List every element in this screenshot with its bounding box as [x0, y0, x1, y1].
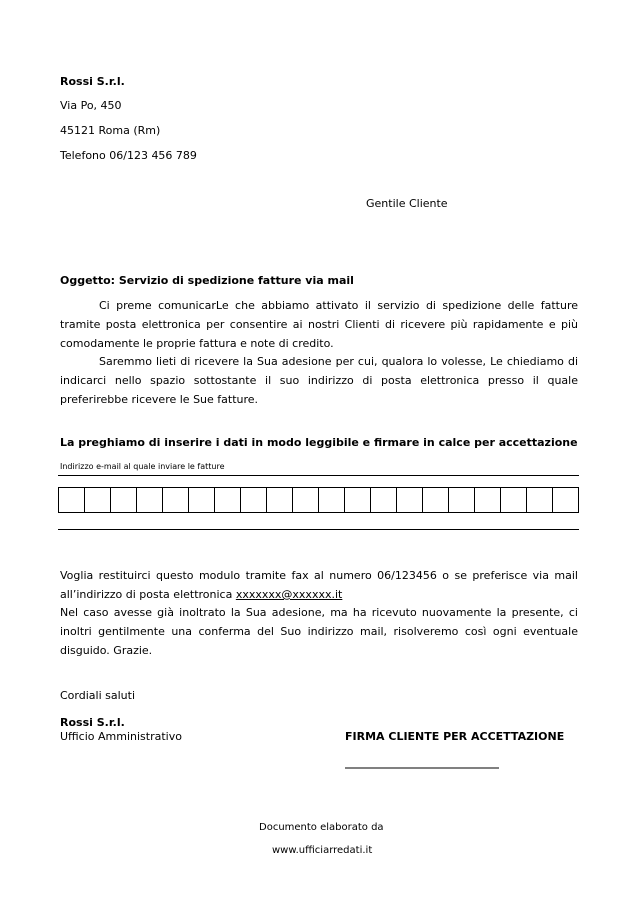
divider-bottom: [58, 529, 579, 530]
signature-label: FIRMA CLIENTE PER ACCETTAZIONE: [345, 730, 565, 743]
email-char-cell[interactable]: [319, 488, 345, 512]
email-char-cell[interactable]: [397, 488, 423, 512]
email-field-label: Indirizzo e-mail al quale inviare le fatture: [60, 462, 225, 471]
email-link[interactable]: xxxxxxx@xxxxxx.it: [235, 588, 343, 601]
footer-credit: Documento elaborato da: [259, 822, 384, 833]
signature-company: Rossi S.r.l.: [60, 716, 125, 729]
email-char-cell[interactable]: [293, 488, 319, 512]
email-char-cell[interactable]: [553, 488, 578, 512]
greeting: Cordiali saluti: [60, 689, 135, 702]
email-char-cell[interactable]: [475, 488, 501, 512]
email-char-cell[interactable]: [137, 488, 163, 512]
email-char-cell[interactable]: [215, 488, 241, 512]
email-char-cell[interactable]: [449, 488, 475, 512]
sender-city: 45121 Roma (Rm): [60, 124, 161, 137]
sender-company: Rossi S.r.l.: [60, 75, 125, 88]
paragraph-3-text: Voglia restituirci questo modulo tramite fax al numero 06/123456 o se preferisce via mail all’indirizzo di posta elettronica: [60, 569, 578, 601]
email-input-grid[interactable]: [58, 487, 579, 513]
paragraph-3: [60, 566, 578, 604]
email-char-cell[interactable]: [111, 488, 137, 512]
divider-top: [58, 475, 579, 476]
email-char-cell[interactable]: [345, 488, 371, 512]
email-char-cell[interactable]: [189, 488, 215, 512]
email-char-cell[interactable]: [501, 488, 527, 512]
email-char-cell[interactable]: [527, 488, 553, 512]
paragraph-4: Nel caso avesse già inoltrato la Sua adesione, ma ha ricevuto nuovamente la presente, ci inoltri gentilmente una conferma del Suo indirizzo mail, risolveremo così ogni eventuale disguido. Grazie.: [60, 606, 578, 657]
email-char-cell[interactable]: [423, 488, 449, 512]
email-char-cell[interactable]: [371, 488, 397, 512]
paragraph-1: Ci preme comunicarLe che abbiamo attivato il servizio di spedizione delle fatture tramite posta elettronica per consentire ai nostri Clienti di ricevere più rapidamente e più comodamente le proprie fattura e note di credito.: [60, 299, 578, 350]
email-char-cell[interactable]: [85, 488, 111, 512]
email-char-cell[interactable]: [163, 488, 189, 512]
subject: Oggetto: Servizio di spedizione fatture via mail: [60, 274, 354, 287]
sender-address: Via Po, 450: [60, 99, 122, 112]
recipient: Gentile Cliente: [366, 197, 448, 210]
signature-office: Ufficio Amministrativo: [60, 730, 182, 743]
form-instruction: La preghiamo di inserire i dati in modo leggibile e firmare in calce per accettazione: [60, 436, 578, 449]
email-char-cell[interactable]: [59, 488, 85, 512]
email-char-cell[interactable]: [267, 488, 293, 512]
signature-line[interactable]: ____________________________: [345, 756, 499, 769]
footer-website[interactable]: www.ufficiarredati.it: [272, 845, 373, 856]
paragraph-2: Saremmo lieti di ricevere la Sua adesione per cui, qualora lo volesse, Le chiediamo di indicarci nello spazio sottostante il suo indirizzo di posta elettronica presso il quale preferirebbe ricevere le Sue fatture.: [60, 355, 578, 406]
email-char-cell[interactable]: [241, 488, 267, 512]
sender-phone: Telefono 06/123 456 789: [60, 149, 197, 162]
